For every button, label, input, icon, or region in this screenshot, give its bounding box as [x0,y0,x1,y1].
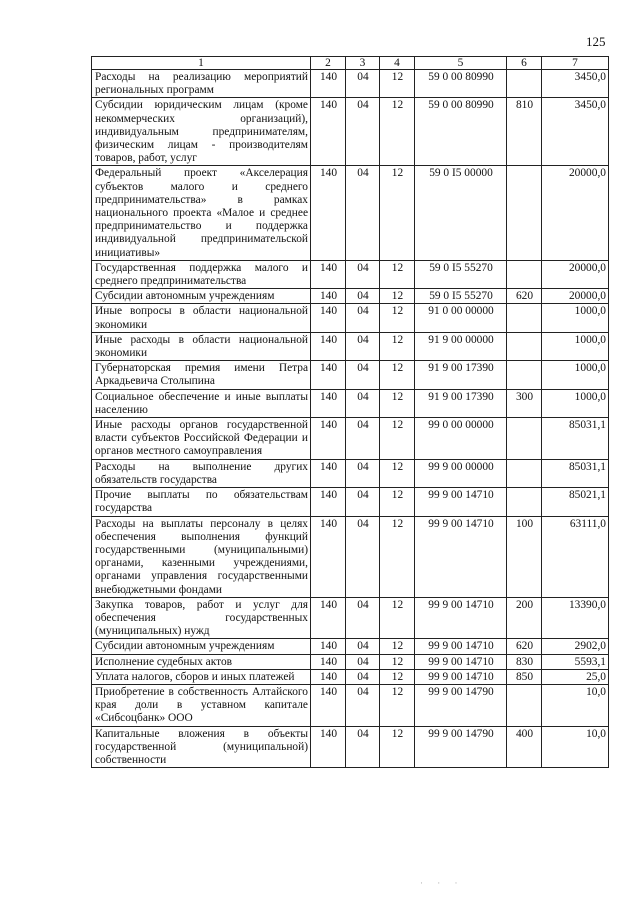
target-article-cell: 99 9 00 14710 [415,654,507,669]
section-code-cell: 04 [346,654,380,669]
target-article-cell: 59 0 00 80990 [415,98,507,166]
subsection-code-cell: 12 [380,332,415,360]
expense-name-cell: Иные расходы в области национальной экономики [92,332,311,360]
amount-cell: 13390,0 [542,597,609,639]
column-header-6: 6 [507,57,542,70]
target-article-cell: 99 9 00 14790 [415,726,507,768]
column-header-2: 2 [311,57,346,70]
table-row [92,488,609,516]
target-article-cell: 99 9 00 14710 [415,669,507,684]
amount-cell: 1000,0 [542,389,609,417]
section-code-cell: 04 [346,289,380,304]
section-code-cell: 04 [346,70,380,98]
ministry-code-cell: 140 [311,684,346,726]
table-row [92,70,609,98]
section-code-cell: 04 [346,418,380,460]
amount-cell: 1000,0 [542,332,609,360]
section-code-cell: 04 [346,389,380,417]
expense-name-cell: Субсидии юридическим лицам (кроме некоммерческих организаций), индивидуальным предпринимателям, физическим лицам - производителям товаров, работ, услуг [92,98,311,166]
target-article-cell: 59 0 I5 00000 [415,166,507,260]
expense-type-cell [507,332,542,360]
expense-name-cell: Социальное обеспечение и иные выплаты населению [92,389,311,417]
section-code-cell: 04 [346,597,380,639]
section-code-cell: 04 [346,260,380,288]
expense-type-cell: 400 [507,726,542,768]
target-article-cell: 59 0 I5 55270 [415,260,507,288]
ministry-code-cell: 140 [311,166,346,260]
expense-type-cell: 100 [507,516,542,597]
target-article-cell: 99 0 00 00000 [415,418,507,460]
amount-cell: 63111,0 [542,516,609,597]
column-header-5: 5 [415,57,507,70]
ministry-code-cell: 140 [311,418,346,460]
amount-cell: 85031,1 [542,418,609,460]
ministry-code-cell: 140 [311,389,346,417]
amount-cell: 2902,0 [542,639,609,654]
expense-name-cell: Уплата налогов, сборов и иных платежей [92,669,311,684]
expense-type-cell [507,418,542,460]
amount-cell: 20000,0 [542,260,609,288]
subsection-code-cell: 12 [380,597,415,639]
target-article-cell: 99 9 00 14710 [415,597,507,639]
table-row [92,304,609,332]
expense-name-cell: Расходы на выполнение других обязательств государства [92,459,311,487]
amount-cell: 1000,0 [542,304,609,332]
table-row [92,98,609,166]
ministry-code-cell: 140 [311,488,346,516]
ministry-code-cell: 140 [311,332,346,360]
expense-name-cell: Государственная поддержка малого и среднего предпринимательства [92,260,311,288]
subsection-code-cell: 12 [380,639,415,654]
target-article-cell: 91 0 00 00000 [415,304,507,332]
expense-name-cell: Закупка товаров, работ и услуг для обеспечения государственных (муниципальных) нужд [92,597,311,639]
expense-name-cell: Федеральный проект «Акселерация субъектов малого и среднего предпринимательства» в рамках национального проекта «Малое и среднее предпринимательство и поддержка индивидуальной предпринимательской инициативы» [92,166,311,260]
section-code-cell: 04 [346,669,380,684]
target-article-cell: 91 9 00 17390 [415,389,507,417]
table-row [92,597,609,639]
section-code-cell: 04 [346,488,380,516]
subsection-code-cell: 12 [380,70,415,98]
table-row [92,260,609,288]
table-row [92,516,609,597]
ministry-code-cell: 140 [311,639,346,654]
target-article-cell: 99 9 00 14710 [415,516,507,597]
ministry-code-cell: 140 [311,516,346,597]
expense-name-cell: Приобретение в собственность Алтайского края доли в уставном капитале «Сибсоцбанк» ООО [92,684,311,726]
target-article-cell: 59 0 I5 55270 [415,289,507,304]
amount-cell: 3450,0 [542,70,609,98]
section-code-cell: 04 [346,332,380,360]
expense-type-cell [507,361,542,389]
scan-specks: · · · [420,878,464,888]
table-row [92,684,609,726]
table-row [92,654,609,669]
table-row [92,389,609,417]
expense-type-cell [507,488,542,516]
subsection-code-cell: 12 [380,389,415,417]
expense-name-cell: Исполнение судебных актов [92,654,311,669]
target-article-cell: 91 9 00 17390 [415,361,507,389]
expense-name-cell: Капитальные вложения в объекты государственной (муниципальной) собственности [92,726,311,768]
budget-table [91,56,609,768]
section-code-cell: 04 [346,684,380,726]
ministry-code-cell: 140 [311,597,346,639]
expense-name-cell: Расходы на выплаты персоналу в целях обеспечения выполнения функций государственными (муниципальными) органами, казенными учреждениями, органами управления государственными внебюджетными фондами [92,516,311,597]
subsection-code-cell: 12 [380,684,415,726]
table-body [92,70,609,768]
amount-cell: 25,0 [542,669,609,684]
expense-name-cell: Расходы на реализацию мероприятий региональных программ [92,70,311,98]
section-code-cell: 04 [346,304,380,332]
expense-type-cell: 300 [507,389,542,417]
column-header-7: 7 [542,57,609,70]
ministry-code-cell: 140 [311,289,346,304]
amount-cell: 20000,0 [542,166,609,260]
subsection-code-cell: 12 [380,260,415,288]
expense-type-cell [507,304,542,332]
target-article-cell: 99 9 00 14790 [415,684,507,726]
ministry-code-cell: 140 [311,459,346,487]
table-row [92,418,609,460]
page-number: 125 [586,34,606,49]
amount-cell: 85021,1 [542,488,609,516]
amount-cell: 5593,1 [542,654,609,669]
ministry-code-cell: 140 [311,726,346,768]
section-code-cell: 04 [346,98,380,166]
ministry-code-cell: 140 [311,669,346,684]
expense-name-cell: Субсидии автономным учреждениям [92,639,311,654]
expense-type-cell: 830 [507,654,542,669]
expense-type-cell [507,684,542,726]
section-code-cell: 04 [346,166,380,260]
subsection-code-cell: 12 [380,166,415,260]
subsection-code-cell: 12 [380,289,415,304]
expense-type-cell: 620 [507,289,542,304]
subsection-code-cell: 12 [380,98,415,166]
amount-cell: 1000,0 [542,361,609,389]
header-row [92,57,609,70]
expense-type-cell [507,166,542,260]
ministry-code-cell: 140 [311,361,346,389]
expense-type-cell: 810 [507,98,542,166]
expense-type-cell: 850 [507,669,542,684]
target-article-cell: 99 9 00 14710 [415,639,507,654]
expense-name-cell: Губернаторская премия имени Петра Аркадьевича Столыпина [92,361,311,389]
amount-cell: 10,0 [542,684,609,726]
ministry-code-cell: 140 [311,654,346,669]
subsection-code-cell: 12 [380,418,415,460]
expense-name-cell: Субсидии автономным учреждениям [92,289,311,304]
column-header-3: 3 [346,57,380,70]
subsection-code-cell: 12 [380,654,415,669]
expense-type-cell [507,459,542,487]
subsection-code-cell: 12 [380,488,415,516]
amount-cell: 85031,1 [542,459,609,487]
target-article-cell: 59 0 00 80990 [415,70,507,98]
section-code-cell: 04 [346,459,380,487]
target-article-cell: 99 9 00 14710 [415,488,507,516]
subsection-code-cell: 12 [380,669,415,684]
subsection-code-cell: 12 [380,361,415,389]
amount-cell: 20000,0 [542,289,609,304]
table-row [92,639,609,654]
ministry-code-cell: 140 [311,98,346,166]
target-article-cell: 99 9 00 00000 [415,459,507,487]
section-code-cell: 04 [346,639,380,654]
section-code-cell: 04 [346,361,380,389]
expense-type-cell: 200 [507,597,542,639]
table-row [92,289,609,304]
expense-name-cell: Прочие выплаты по обязательствам государства [92,488,311,516]
expense-name-cell: Иные вопросы в области национальной экономики [92,304,311,332]
table-row [92,332,609,360]
ministry-code-cell: 140 [311,260,346,288]
amount-cell: 3450,0 [542,98,609,166]
table-row [92,459,609,487]
table-row [92,669,609,684]
column-header-1: 1 [92,57,311,70]
subsection-code-cell: 12 [380,516,415,597]
subsection-code-cell: 12 [380,726,415,768]
table-row [92,361,609,389]
ministry-code-cell: 140 [311,304,346,332]
ministry-code-cell: 140 [311,70,346,98]
subsection-code-cell: 12 [380,459,415,487]
section-code-cell: 04 [346,726,380,768]
table-row [92,726,609,768]
table-row [92,166,609,260]
column-header-4: 4 [380,57,415,70]
section-code-cell: 04 [346,516,380,597]
subsection-code-cell: 12 [380,304,415,332]
expense-type-cell [507,70,542,98]
target-article-cell: 91 9 00 00000 [415,332,507,360]
expense-name-cell: Иные расходы органов государственной власти субъектов Российской Федерации и органов местного самоуправления [92,418,311,460]
expense-type-cell [507,260,542,288]
amount-cell: 10,0 [542,726,609,768]
expense-type-cell: 620 [507,639,542,654]
